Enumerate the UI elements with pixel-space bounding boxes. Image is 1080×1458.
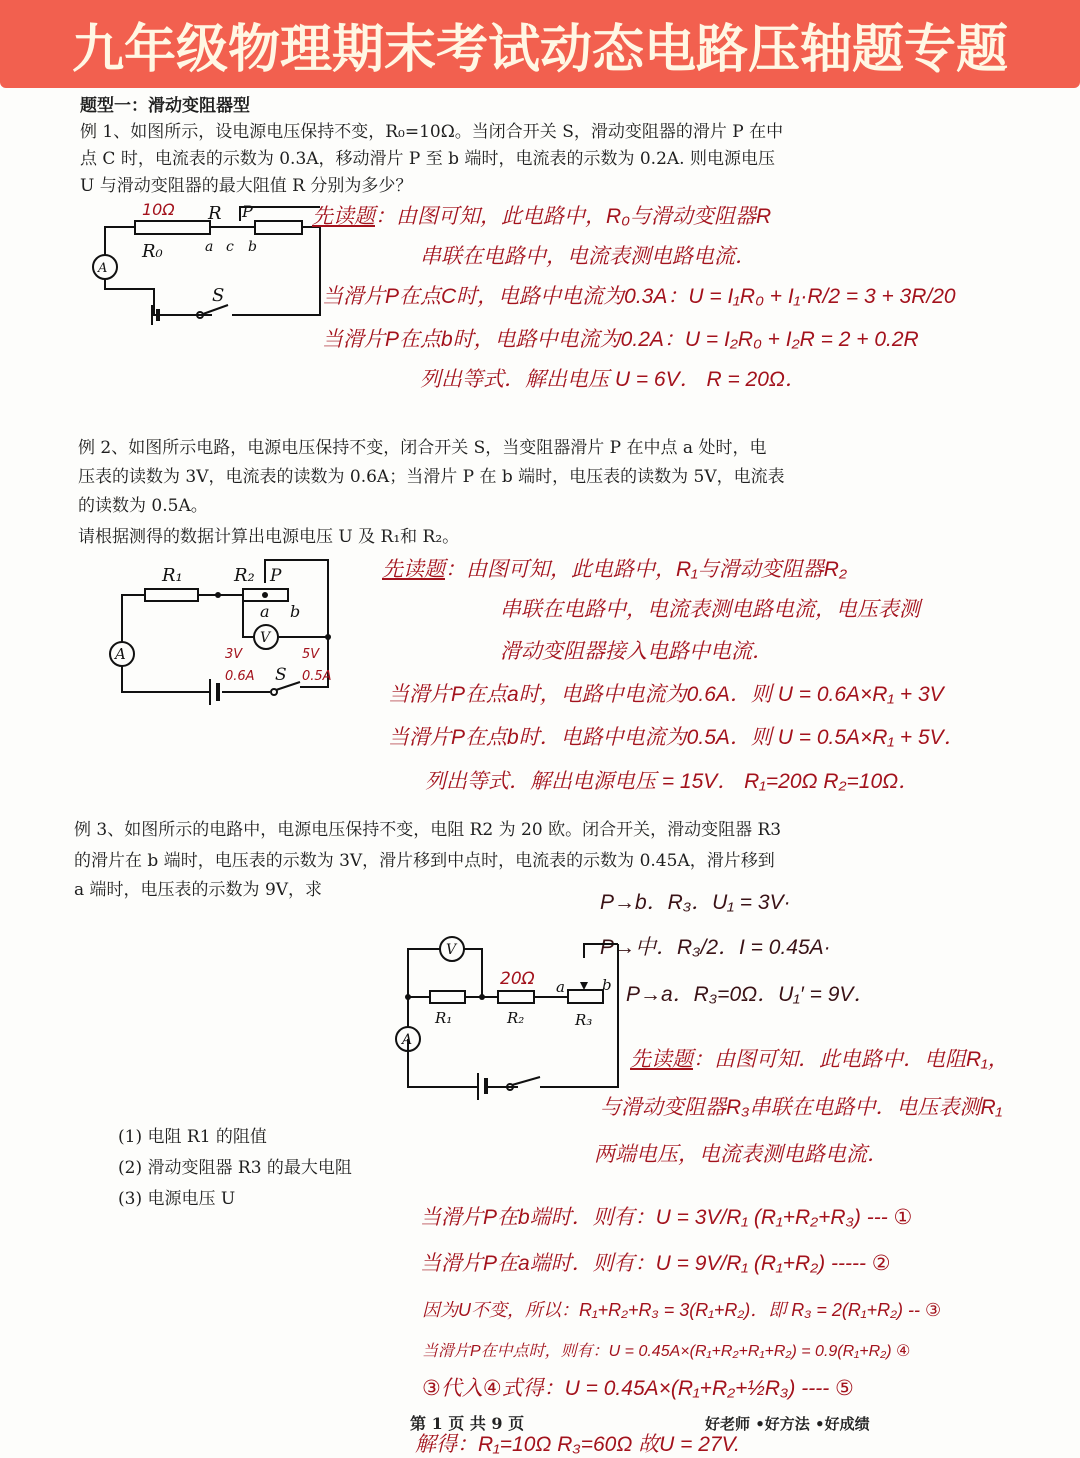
read-question-lead: 先读题	[312, 205, 375, 228]
title-banner	[0, 0, 1080, 88]
example1-line: 点 C 时，电流表的示数为 0.3A，移动滑片 P 至 b 端时，电流表的示数为 0.2A. 则电源电压	[80, 149, 775, 169]
r2-label: R₂	[234, 565, 255, 586]
note-line: 列出等式．解出电源电压 = 15V． R₁=20Ω R₂=10Ω．	[425, 770, 920, 793]
note-5v: 5V	[302, 647, 320, 662]
solution-line: 因为U不变，所以：R₁+R₂+R₃ = 3(R₁+R₂)．即 R₃ = 2(R₁+R₂) -- ③	[422, 1300, 942, 1320]
p-label: P	[270, 566, 282, 586]
circuit-diagram-1	[80, 195, 300, 325]
section-title: 题型一：滑动变阻器型	[80, 96, 250, 116]
note-line: 两端电压，电流表测电路电流．	[594, 1143, 888, 1166]
r0-value: 10Ω	[142, 200, 175, 219]
switch-label: S	[275, 665, 287, 685]
example3-line: 例 3、如图所示的电路中，电源电压保持不变，电阻 R2 为 20 欧。闭合开关，滑动变阻器 R3	[74, 820, 782, 840]
r2-value: 20Ω	[500, 969, 535, 989]
circuit-diagram-2	[100, 555, 350, 715]
b-label: b	[248, 239, 257, 255]
note-text: ：由图可知．此电路中．电阻R₁，	[693, 1048, 1009, 1071]
example2-line: 请根据测得的数据计算出电源电压 U 及 R₁和 R₂。	[78, 527, 460, 547]
example2-line: 的读数为 0.5A。	[78, 496, 208, 516]
solution-line: 当滑片P在中点时，则有：U = 0.45A×(R₁+R₂+R₁+R₂) = 0.9(R₁+R₂) ④	[422, 1343, 911, 1360]
note-line: 当滑片P在点a时，电路中电流为0.6A．则 U = 0.6A×R₁ + 3V	[388, 683, 944, 706]
voltmeter-label: V	[260, 630, 271, 646]
ammeter-label: A	[98, 261, 108, 276]
b-label: b	[290, 602, 301, 621]
ammeter-label: A	[402, 1032, 413, 1048]
note-line: 串联在电路中，电流表测电路电流．	[420, 245, 756, 268]
a-label: a	[205, 239, 214, 255]
note-line: 当滑片P在点b时．电路中电流为0.5A．则 U = 0.5A×R₁ + 5V．	[388, 726, 965, 749]
c-label: c	[226, 239, 234, 255]
note-line	[312, 204, 771, 230]
solution-line: 当滑片P在b端时．则有：U = 3V/R₁ (R₁+R₂+R₃) --- ①	[420, 1206, 913, 1229]
question-item: (1) 电阻 R1 的阻值	[118, 1127, 267, 1147]
example2-line: 压表的读数为 3V，电流表的读数为 0.6A；当滑片 P 在 b 端时，电压表的读数为 5V，电流表	[78, 467, 785, 487]
read-question-lead: 先读题	[382, 558, 445, 581]
note-line	[382, 557, 847, 583]
side-note: P→中．R₃/2．I = 0.45A·	[600, 936, 831, 959]
note-text: ：由图可知，此电路中，R₀与滑动变阻器R	[375, 205, 772, 228]
answer-line: 解得：R₁=10Ω R₃=60Ω 故U = 27V.	[415, 1433, 740, 1456]
note-line: 与滑动变阻器R₃串联在电路中．电压表测R₁	[600, 1096, 1003, 1119]
note-06a: 0.6A	[225, 669, 255, 684]
read-question-lead: 先读题	[630, 1048, 693, 1071]
a-label: a	[556, 978, 565, 996]
b-label: b	[602, 976, 612, 994]
switch-label: S	[212, 285, 225, 306]
voltmeter-label: V	[446, 942, 457, 958]
note-3v: 3V	[225, 647, 243, 662]
note-line	[630, 1047, 1009, 1073]
question-item: (2) 滑动变阻器 R3 的最大电阻	[118, 1158, 352, 1178]
solution-line: 当滑片P在a端时．则有：U = 9V/R₁ (R₁+R₂) ----- ②	[420, 1252, 891, 1275]
example3-line: a 端时，电压表的示数为 9V，求	[74, 880, 323, 900]
side-note: P→b．R₃．U₁ = 3V·	[600, 891, 791, 914]
note-line: 滑动变阻器接入电路中电流．	[500, 640, 773, 663]
page-number: 第 1 页 共 9 页	[410, 1414, 525, 1433]
note-line: 当滑片P在点C时，电路中电流为0.3A：U = I₁R₀ + I₁·R/2 = 3 + 3R/20	[322, 285, 956, 308]
p-label: P	[242, 202, 253, 221]
r0-label: R₀	[142, 241, 163, 262]
example3-line: 的滑片在 b 端时，电压表的示数为 3V，滑片移到中点时，电流表的示数为 0.45A，滑片移到	[74, 851, 775, 871]
solution-line: ③代入④式得：U = 0.45A×(R₁+R₂+½R₃) ---- ⑤	[422, 1377, 854, 1400]
r2-label: R₂	[507, 1009, 525, 1027]
footer-slogan: 好老师 •好方法 •好成绩	[705, 1415, 870, 1433]
r1-label: R₁	[162, 565, 183, 586]
example2-line: 例 2、如图所示电路，电源电压保持不变，闭合开关 S，当变阻器滑片 P 在中点 a 处时，电	[78, 438, 767, 458]
example1-line: U 与滑动变阻器的最大阻值 R 分别为多少？	[80, 176, 413, 196]
r1-label: R₁	[435, 1009, 453, 1027]
note-line: 列出等式．解出电压 U = 6V． R = 20Ω．	[420, 368, 806, 391]
note-05a: 0.5A	[302, 669, 332, 684]
a-label: a	[260, 602, 270, 621]
ammeter-label: A	[115, 645, 126, 663]
circuit-diagram-3	[390, 930, 630, 1100]
note-text: ：由图可知，此电路中，R₁与滑动变阻器R₂	[445, 558, 847, 581]
note-line: 串联在电路中，电流表测电路电流，电压表测	[500, 598, 920, 621]
question-item: (3) 电源电压 U	[118, 1189, 236, 1209]
r-label: R	[208, 203, 222, 224]
side-note: P→a．R₃=0Ω．U₁′ = 9V．	[626, 983, 875, 1006]
example1-line: 例 1、如图所示，设电源电压保持不变，R₀=10Ω。当闭合开关 S，滑动变阻器的滑片 P 在中	[80, 122, 784, 142]
note-line: 当滑片P在点b时，电路中电流为0.2A：U = I₂R₀ + I₂R = 2 + 0.2R	[322, 328, 919, 351]
r3-label: R₃	[575, 1011, 593, 1029]
banner-title: 九年级物理期末考试动态电路压轴题专题	[71, 19, 1008, 80]
